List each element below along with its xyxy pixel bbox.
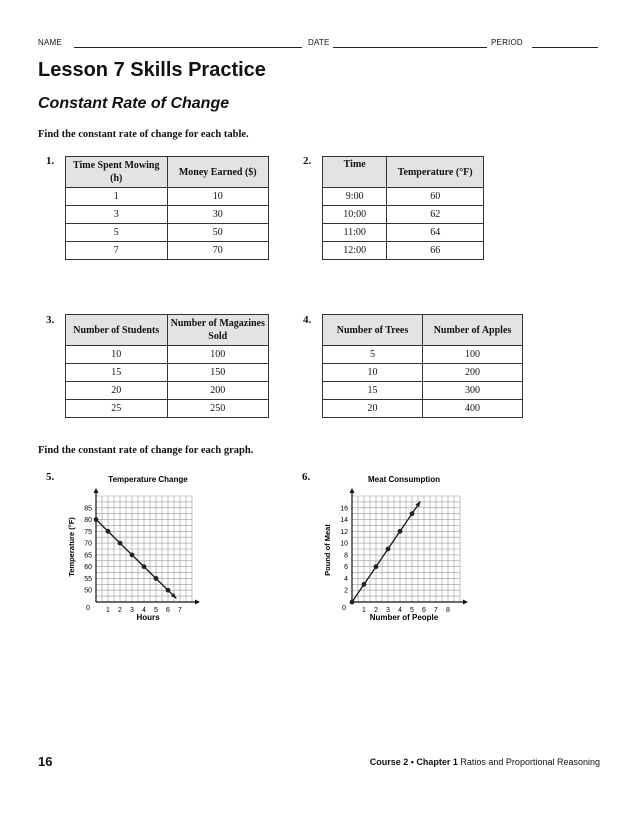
y-tick-label: 10 <box>340 540 348 548</box>
problem-number: 5. <box>46 471 55 483</box>
x-tick-label: 6 <box>166 607 170 614</box>
origin-label: 0 <box>86 605 90 612</box>
y-tick-label: 85 <box>84 505 92 513</box>
y-axis-arrow <box>350 488 355 493</box>
data-point <box>398 529 403 534</box>
table-cell: 10 <box>323 364 423 382</box>
footer-text <box>370 757 600 767</box>
table-cell: 15 <box>323 382 423 400</box>
table-cell: 100 <box>423 346 523 364</box>
column-header: Time Spent Mowing (h) <box>66 157 168 188</box>
y-tick-label: 4 <box>344 575 348 583</box>
x-tick-label: 2 <box>374 607 378 614</box>
data-point <box>386 547 391 552</box>
origin-label: 0 <box>342 605 346 612</box>
table-problem-2 <box>322 156 484 260</box>
y-tick-label: 50 <box>84 587 92 595</box>
chart-title: Temperature Change <box>108 475 188 484</box>
table-cell: 11:00 <box>323 224 387 242</box>
data-point <box>106 529 111 534</box>
table-row <box>323 224 484 242</box>
date-field[interactable] <box>333 47 487 48</box>
table-row <box>66 242 269 260</box>
data-point <box>130 552 135 557</box>
column-header: Time <box>323 157 387 188</box>
data-point <box>118 541 123 546</box>
y-axis-label: Pound of Meat <box>323 524 332 576</box>
x-tick-label: 6 <box>422 607 426 614</box>
y-tick-label: 12 <box>340 528 348 536</box>
x-axis-label: Hours <box>136 613 160 622</box>
column-header: Money Earned ($) <box>167 157 269 188</box>
data-point <box>154 576 159 581</box>
y-tick-label: 75 <box>84 528 92 536</box>
x-axis-label: Number of People <box>369 613 439 622</box>
column-header: Number of Apples <box>423 315 523 346</box>
x-tick-label: 4 <box>398 607 402 614</box>
x-tick-label: 1 <box>106 607 110 614</box>
instruction-graphs: Find the constant rate of change for each graph. <box>38 445 254 456</box>
x-axis-arrow <box>195 600 200 605</box>
problem-number: 1. <box>46 155 55 167</box>
table-cell: 5 <box>323 346 423 364</box>
table-cell: 15 <box>66 364 168 382</box>
y-tick-label: 80 <box>84 517 92 525</box>
data-point <box>166 588 171 593</box>
table-cell: 64 <box>387 224 484 242</box>
period-field[interactable] <box>532 47 598 48</box>
table-row <box>66 188 269 206</box>
y-tick-label: 14 <box>340 517 348 525</box>
name-field[interactable] <box>74 47 302 48</box>
instruction-tables: Find the constant rate of change for each table. <box>38 129 249 140</box>
x-axis-arrow <box>463 600 468 605</box>
table-row <box>323 242 484 260</box>
y-axis-label: Temperature (°F) <box>67 517 76 577</box>
footer-topic: Ratios and Proportional Reasoning <box>460 757 600 767</box>
x-tick-label: 5 <box>410 607 414 614</box>
table-cell: 70 <box>167 242 269 260</box>
table-cell: 50 <box>167 224 269 242</box>
problem-number: 4. <box>303 314 312 326</box>
table-row <box>66 346 269 364</box>
table-row <box>323 188 484 206</box>
table-row <box>66 400 269 418</box>
table-row <box>66 364 269 382</box>
problem-number: 2. <box>303 155 312 167</box>
date-label: DATE <box>308 38 330 47</box>
table-row <box>66 382 269 400</box>
table-row <box>66 224 269 242</box>
table-cell: 60 <box>387 188 484 206</box>
x-tick-label: 7 <box>434 607 438 614</box>
y-axis-arrow <box>94 488 99 493</box>
series-line <box>352 501 420 602</box>
data-point <box>410 511 415 516</box>
table-cell: 62 <box>387 206 484 224</box>
table-cell: 7 <box>66 242 168 260</box>
data-point <box>350 600 355 605</box>
page-number: 16 <box>38 754 53 769</box>
temperature-change-chart <box>60 468 260 628</box>
column-header: Number of Students <box>66 315 168 346</box>
table-cell: 100 <box>167 346 269 364</box>
data-point <box>94 517 99 522</box>
x-tick-label: 3 <box>386 607 390 614</box>
x-tick-label: 1 <box>362 607 366 614</box>
problem-number: 3. <box>46 314 55 326</box>
y-tick-label: 2 <box>344 587 348 595</box>
table-cell: 200 <box>167 382 269 400</box>
data-point <box>142 564 147 569</box>
period-label: PERIOD <box>491 38 523 47</box>
name-label: NAME <box>38 38 62 47</box>
table-problem-4 <box>322 314 523 418</box>
table-problem-3 <box>65 314 269 418</box>
table-cell: 400 <box>423 400 523 418</box>
x-tick-label: 5 <box>154 607 158 614</box>
y-tick-label: 65 <box>84 552 92 560</box>
y-tick-label: 70 <box>84 540 92 548</box>
table-cell: 10 <box>167 188 269 206</box>
table-cell: 250 <box>167 400 269 418</box>
footer-course: Course 2 • Chapter 1 <box>369 757 458 767</box>
table-cell: 10:00 <box>323 206 387 224</box>
table-row <box>323 364 523 382</box>
column-header: Number of Trees <box>323 315 423 346</box>
y-tick-label: 6 <box>344 564 348 572</box>
y-tick-label: 8 <box>344 552 348 560</box>
table-cell: 30 <box>167 206 269 224</box>
table-cell: 150 <box>167 364 269 382</box>
meat-consumption-chart <box>318 468 518 628</box>
table-cell: 10 <box>66 346 168 364</box>
table-cell: 1 <box>66 188 168 206</box>
x-tick-label: 7 <box>178 607 182 614</box>
y-tick-label: 55 <box>84 575 92 583</box>
table-cell: 25 <box>66 400 168 418</box>
y-tick-label: 60 <box>84 564 92 572</box>
x-tick-label: 2 <box>118 607 122 614</box>
table-cell: 200 <box>423 364 523 382</box>
table-cell: 20 <box>323 400 423 418</box>
table-row <box>323 382 523 400</box>
table-cell: 3 <box>66 206 168 224</box>
x-tick-label: 3 <box>130 607 134 614</box>
table-cell: 9:00 <box>323 188 387 206</box>
column-header: Number of Magazines Sold <box>167 315 269 346</box>
page-title: Lesson 7 Skills Practice <box>38 59 266 81</box>
table-cell: 12:00 <box>323 242 387 260</box>
table-cell: 20 <box>66 382 168 400</box>
table-row <box>323 400 523 418</box>
y-tick-label: 16 <box>340 505 348 513</box>
table-row <box>323 346 523 364</box>
page-subtitle: Constant Rate of Change <box>38 95 230 112</box>
table-cell: 66 <box>387 242 484 260</box>
x-tick-label: 4 <box>142 607 146 614</box>
data-point <box>362 582 367 587</box>
table-cell: 5 <box>66 224 168 242</box>
chart-title: Meat Consumption <box>368 475 440 484</box>
table-row <box>66 206 269 224</box>
x-tick-label: 8 <box>446 607 450 614</box>
table-problem-1 <box>65 156 269 260</box>
data-point <box>374 564 379 569</box>
table-row <box>323 206 484 224</box>
problem-number: 6. <box>302 471 311 483</box>
column-header: Temperature (°F) <box>387 157 484 188</box>
table-cell: 300 <box>423 382 523 400</box>
